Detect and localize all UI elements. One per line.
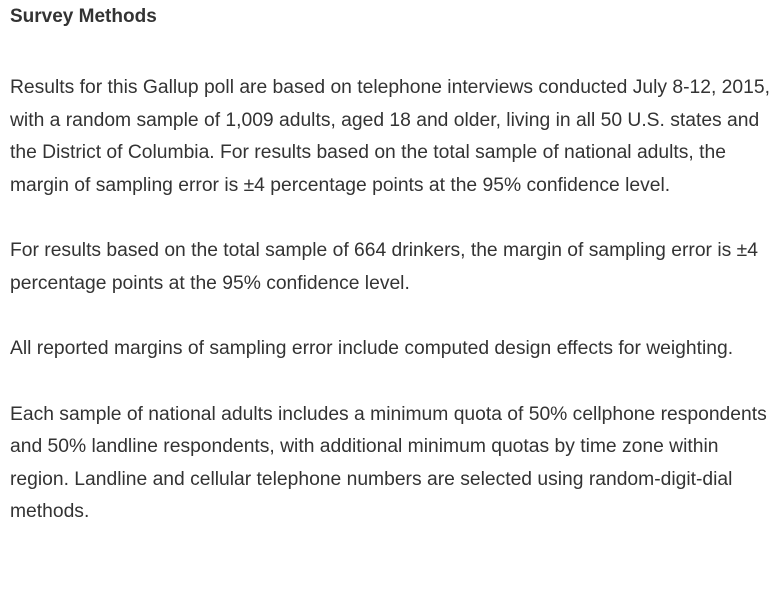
paragraph-methodology: Results for this Gallup poll are based on telephone interviews conducted July 8-12, 2015, with a random sample of 1,009 adults, aged 18 and older, living in all 50 U.S. states and the District of Columbia. For results based on the total sample of national adults, the margin of sampling error is ±4 percentage points at the 95% confidence level.	[10, 77, 770, 196]
section-title: Survey Methods	[10, 6, 157, 27]
paragraph-sample-quotas: Each sample of national adults includes a minimum quota of 50% cellphone respondents and 50% landline respondents, with additional minimum quotas by time zone within region. Landline and cellular telephone numbers are selected using random-digit-dial methods.	[10, 403, 767, 522]
paragraph-design-effects: All reported margins of sampling error include computed design effects for weighting.	[10, 338, 734, 359]
paragraph-drinkers-margin: For results based on the total sample of 664 drinkers, the margin of sampling error is ±4 percentage points at the 95% confidence level.	[10, 240, 758, 294]
